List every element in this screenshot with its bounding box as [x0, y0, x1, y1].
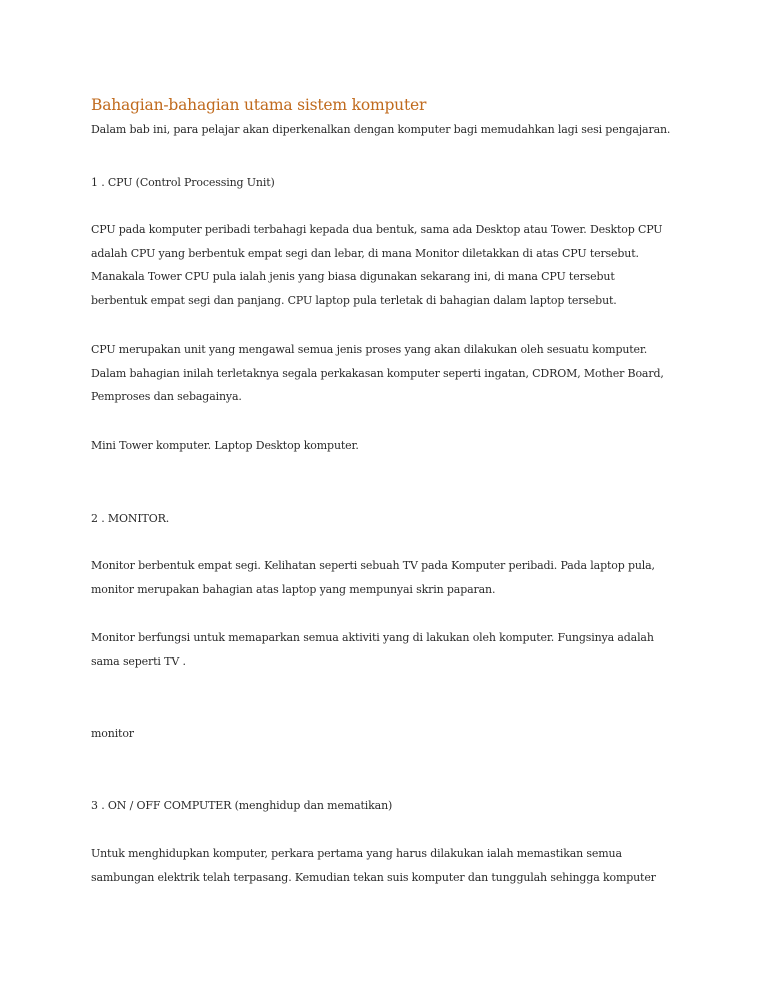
monitor-para2-line2: sama seperti TV . [91, 655, 186, 668]
monitor-image-caption: monitor [91, 727, 134, 740]
cpu-para2-line3: Pemproses dan sebagainya. [91, 390, 242, 403]
cpu-para1-line4: berbentuk empat segi dan panjang. CPU laptop pula terletak di bahagian dalam laptop tersebut. [91, 294, 617, 307]
monitor-heading: 2 . MONITOR. [91, 512, 170, 525]
cpu-heading: 1 . CPU (Control Processing Unit) [91, 176, 275, 189]
cpu-para1-line1: CPU pada komputer peribadi terbahagi kepada dua bentuk, sama ada Desktop atau Tower. Desktop CPU [91, 223, 663, 236]
onoff-heading: 3 . ON / OFF COMPUTER (menghidup dan mematikan) [91, 799, 393, 812]
intro-text: Dalam bab ini, para pelajar akan diperkenalkan dengan komputer bagi memudahkan lagi sesi pengajaran. [91, 123, 671, 136]
cpu-para2-line2: Dalam bahagian inilah terletaknya segala perkakasan komputer seperti ingatan, CDROM, Mother Board, [91, 367, 664, 380]
cpu-para2-line1: CPU merupakan unit yang mengawal semua jenis proses yang akan dilakukan oleh sesuatu komputer. [91, 343, 648, 356]
monitor-para1-line1: Monitor berbentuk empat segi. Kelihatan seperti sebuah TV pada Komputer peribadi. Pada laptop pula, [91, 559, 655, 572]
cpu-para1-line3: Manakala Tower CPU pula ialah jenis yang biasa digunakan sekarang ini, di mana CPU tersebut [91, 270, 615, 283]
document-title: Bahagian-bahagian utama sistem komputer [91, 96, 427, 114]
onoff-para1-line1: Untuk menghidupkan komputer, perkara pertama yang harus dilakukan ialah memastikan semua [91, 847, 622, 860]
monitor-para1-line2: monitor merupakan bahagian atas laptop yang mempunyai skrin paparan. [91, 583, 496, 596]
cpu-image-captions: Mini Tower komputer. Laptop Desktop komputer. [91, 439, 359, 452]
cpu-para1-line2: adalah CPU yang berbentuk empat segi dan lebar, di mana Monitor diletakkan di atas CPU tersebut. [91, 247, 639, 260]
onoff-para1-line2: sambungan elektrik telah terpasang. Kemudian tekan suis komputer dan tunggulah sehingga komputer [91, 871, 656, 884]
monitor-para2-line1: Monitor berfungsi untuk memaparkan semua aktiviti yang di lakukan oleh komputer. Fungsinya adalah [91, 631, 654, 644]
